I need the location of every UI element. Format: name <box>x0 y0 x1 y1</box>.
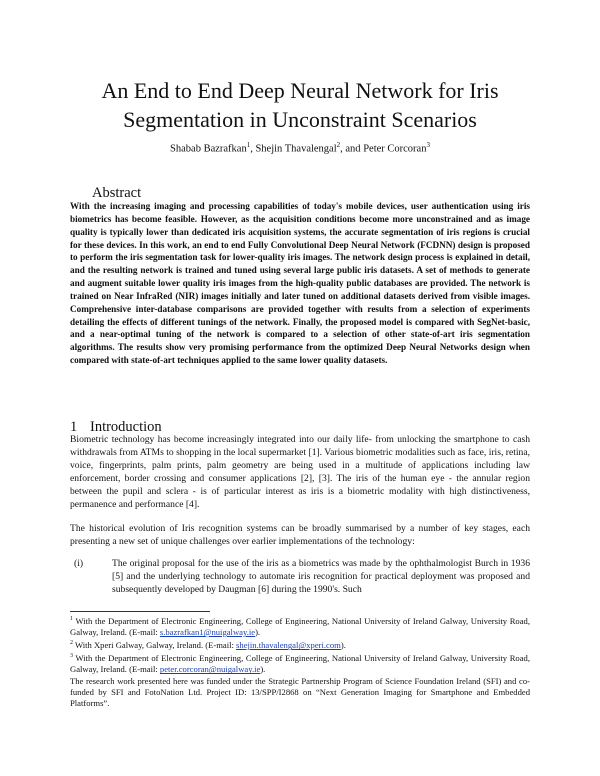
email-link-2[interactable]: shejin.thavalengal@xperi.com <box>236 640 341 651</box>
footnote-1-text: With the Department of Electronic Engineering, College of Engineering, National University of Ireland Galway, University Road, Galway, Ireland. (E-mail: <box>70 615 530 638</box>
footnote-divider <box>70 611 210 612</box>
footnote-3-end: ). <box>260 664 266 675</box>
list-item <box>70 558 530 597</box>
footnote-2-end: ). <box>340 640 346 651</box>
footnote-1-end: ). <box>255 627 261 638</box>
footnote-3-text: With the Department of Electronic Engineering, College of Engineering, National University of Ireland Galway, University Road, Galway, Ireland. (E-mail: <box>70 653 530 675</box>
email-link-3[interactable]: peter.corcoran@nuigalway.ie <box>159 664 261 675</box>
author-separator: , <box>250 143 256 155</box>
title-line-1: An End to End Deep Neural Network for Iris <box>101 78 499 103</box>
abstract-heading: Abstract <box>92 185 142 201</box>
footnote-2-text: With Xperi Galway, Galway, Ireland. (E-mail: <box>73 640 237 651</box>
author-3-affiliation-mark: 3 <box>426 141 430 149</box>
author-separator: , and <box>340 143 364 155</box>
title-line-2: Segmentation in Unconstraint Scenarios <box>123 107 477 132</box>
funding-note: The research work presented here was funded under the Strategic Partnership Program of Science Foundation Ireland (SFI) and co-funded by SFI and FotoNation Ltd. Project ID: 13/SPP/I2868 on “Next Generation Imaging for Smartphone and Embedded Platforms”. <box>70 675 530 708</box>
author-1: Shabab Bazrafkan <box>170 143 247 155</box>
footnotes <box>70 614 530 709</box>
footnote-2-mark: 2 <box>70 640 73 647</box>
author-3: Peter Corcoran <box>363 143 427 155</box>
author-2-affiliation-mark: 2 <box>336 141 341 149</box>
abstract-text: With the increasing imaging and processing capabilities of today's mobile devices, user authentication using iris biometrics has become feasible. However, as the acquisition conditions become more unconstrained and as image quality is typically lower than dedicated iris acquisition systems, the accurate segmentation of iris regions is crucial for these devices. In this work, an end to end Fully Convolutional Deep Neural Network (FCDNN) design is proposed to perform the iris segmentation task for lower-quality iris images. The network design process is explained in detail, and the resulting network is trained and tuned using several large public iris datasets. A set of methods to generate and augment suitable lower quality iris images from the high-quality public databases are provided. The network is trained on Near InfraRed (NIR) images initially and later tuned on additional datasets derived from visible images. Comprehensive inter-database comparisons are provided together with results from a selection of experiments detailing the effects of different tunings of the network. Finally, the proposed model is compared with SegNet-basic, and a near-optimal tuning of the network is compared to a selection of other state-of-art iris segmentation algorithms. The results show very promising performance from the optimized Deep Neural Networks design when compared with state-of-art techniques applied to the same lower quality datasets. <box>70 201 530 366</box>
author-list <box>40 138 560 157</box>
email-link-1[interactable]: s.bazrafkan1@nuigalway.ie <box>159 627 256 638</box>
intro-paragraph-2: The historical evolution of Iris recognition systems can be broadly summarised by a number of key stages, each presenting a new set of unique challenges over earlier implementations of the technology: <box>70 523 530 547</box>
list-item-text: The original proposal for the use of the iris as a biometrics was made by the ophthalmologist Burch in 1936 [5] and the underlying technology to automate iris recognition for practical deployment was proposed and subsequently developed by Daugman [6] during the 1990's. Such <box>112 558 530 595</box>
footnote-2 <box>70 638 530 651</box>
footnote-1-mark: 1 <box>70 616 73 622</box>
footnote-3 <box>70 651 530 675</box>
intro-paragraph-1: Biometric technology has become increasingly integrated into our daily life- from unlocking the smartphone to cash withdrawals from ATMs to shopping in the local supermarket [1]. Various biometric modalities such as face, iris, retina, voice, fingerprints, palm prints, palm geometry are being used in a multitude of applications including law enforcement, border crossing and consumer applications [2], [3]. The iris of the human eye - the annular region between the pupil and sclera - is of particular interest as iris is a biometric modality with high distinctiveness, permanence and performance [4]. <box>70 434 530 510</box>
section-title: Introduction <box>90 419 162 435</box>
list-item-label: (i) <box>74 558 84 569</box>
paper-title <box>40 76 560 134</box>
section-number: 1 <box>70 419 78 435</box>
footnote-1 <box>70 614 530 638</box>
author-1-affiliation-mark: 1 <box>246 141 251 149</box>
author-2: Shejin Thavalengal <box>255 143 337 155</box>
footnote-3-mark: 3 <box>70 653 73 660</box>
